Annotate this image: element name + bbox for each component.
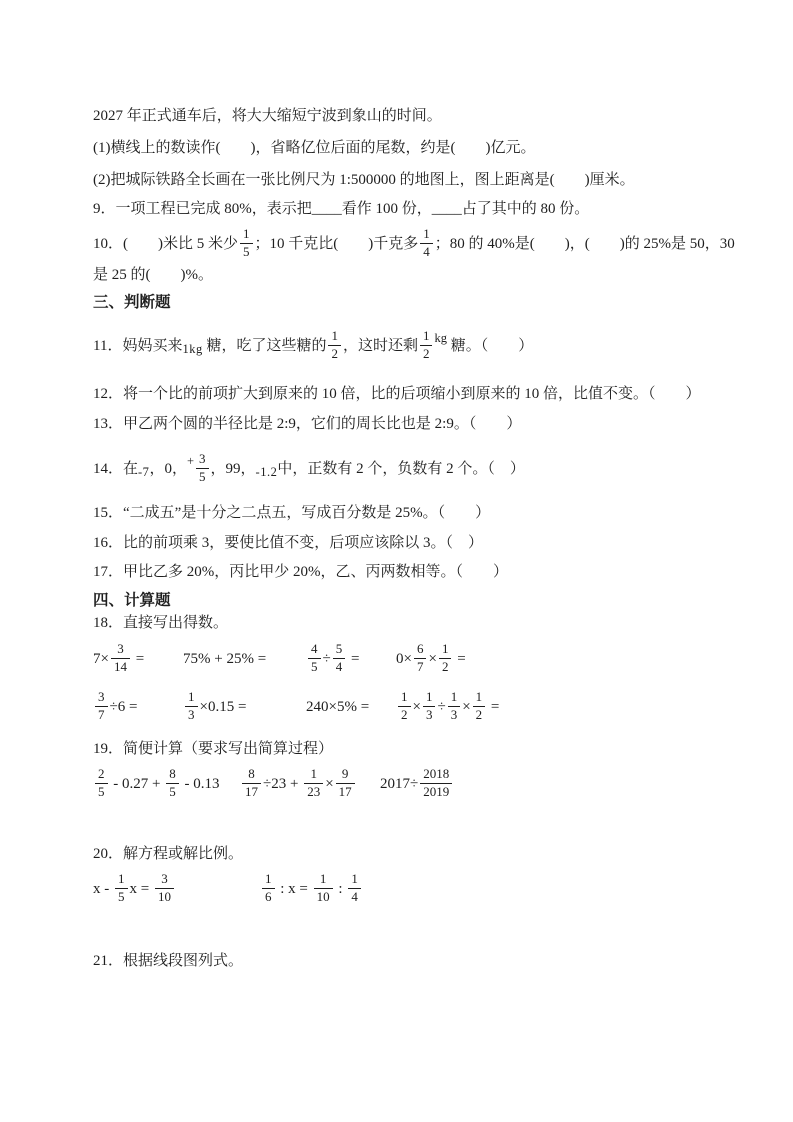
fraction: $\frac{1}{2}$ bbox=[420, 329, 433, 362]
fraction: $\frac{3}{10}$ bbox=[155, 872, 174, 905]
fraction: $\frac{1}{2}$ bbox=[328, 329, 341, 362]
superscript-text: kg bbox=[434, 331, 447, 345]
math-expression: 75% + 25% = bbox=[183, 651, 267, 667]
math-expression: 0× $\frac{6}{7}$ × $\frac{1}{2}$ = bbox=[396, 641, 466, 675]
fraction: $\frac{1}{3}$ bbox=[423, 690, 436, 723]
fraction: $\frac{1}{2}$ bbox=[473, 690, 486, 723]
question-13: 13．甲乙两个圆的半径比是 2:9，它们的周长比也是 2:9。（ ） bbox=[93, 416, 522, 432]
question-19-expressions bbox=[93, 764, 713, 804]
subscript-text: -7 bbox=[138, 465, 150, 479]
question-20-title: 20．解方程或解比例。 bbox=[93, 846, 244, 862]
sub-question-2: (2)把城际铁路全长画在一张比例尺为 1:500000 的地图上，图上距离是( )厘米。 bbox=[93, 172, 635, 188]
math-expression: $\frac{4}{5}$ ÷ $\frac{5}{4}$ = bbox=[306, 639, 396, 679]
fraction: $\frac{3}{14}$ bbox=[111, 642, 130, 675]
fraction: $\frac{1}{4}$ bbox=[420, 227, 433, 260]
fraction: $\frac{1}{2}$ bbox=[398, 690, 411, 723]
fraction: $\frac{1}{2}$ bbox=[439, 642, 452, 675]
intro-continuation-line: 2027 年正式通车后，将大大缩短宁波到象山的时间。 bbox=[93, 108, 442, 124]
math-expression: $\frac{3}{7}$ ÷6 = bbox=[93, 687, 183, 727]
fraction: $\frac{1}{5}$ bbox=[240, 227, 253, 260]
fraction: $\frac{9}{17}$ bbox=[336, 767, 355, 800]
question-11: 11．妈妈买来$_{1kg}$ 糖，吃了这些糖的 $\frac{1}{2}$ ，这时还剩 $\frac{1}{2}$ $^{kg}$ 糖。（ ） bbox=[93, 328, 534, 362]
fraction: $\frac{3}{5}$ bbox=[196, 452, 209, 485]
question-10-line2: 是 25 的( )%。 bbox=[93, 267, 213, 283]
question-21-title: 21．根据线段图列式。 bbox=[93, 953, 244, 969]
question-9: 9．一项工程已完成 80%，表示把____看作 100 份，____占了其中的 80 份。 bbox=[93, 201, 590, 217]
subscript-text: -1.2 bbox=[255, 465, 278, 479]
fraction: $\frac{2}{5}$ bbox=[95, 767, 108, 800]
sub-question-1: (1)横线上的数读作( )，省略亿位后面的尾数，约是( )亿元。 bbox=[93, 140, 536, 156]
section-calc-heading: 四、计算题 bbox=[93, 592, 171, 609]
question-17: 17．甲比乙多 20%，丙比甲少 20%，乙、丙两数相等。（ ） bbox=[93, 564, 508, 580]
superscript-text: + bbox=[186, 454, 195, 468]
fraction: $\frac{1}{6}$ bbox=[262, 872, 275, 905]
fraction: $\frac{4}{5}$ bbox=[308, 642, 321, 675]
fraction: $\frac{1}{23}$ bbox=[304, 767, 323, 800]
fraction: $\frac{2018}{2019}$ bbox=[420, 767, 452, 800]
fraction: $\frac{3}{7}$ bbox=[95, 690, 108, 723]
math-expression: $\frac{1}{2}$ × $\frac{1}{3}$ ÷ $\frac{1}{3}$ × $\frac{1}{2}$ = bbox=[396, 687, 499, 727]
math-expression: $\frac{8}{17}$ ÷23 + $\frac{1}{23}$ × $\frac{9}{17}$ bbox=[240, 764, 380, 804]
fraction: $\frac{1}{5}$ bbox=[115, 872, 128, 905]
question-18-row1 bbox=[93, 639, 713, 679]
fraction: $\frac{6}{7}$ bbox=[414, 642, 427, 675]
math-expression: $\frac{2}{5}$ - 0.27 + $\frac{8}{5}$ - 0.13 bbox=[93, 764, 240, 804]
fraction: $\frac{8}{17}$ bbox=[242, 767, 261, 800]
fraction: $\frac{1}{3}$ bbox=[448, 690, 461, 723]
fraction: $\frac{1}{3}$ bbox=[185, 690, 198, 723]
question-12: 12．将一个比的前项扩大到原来的 10 倍，比的后项缩小到原来的 10 倍，比值不变。（ ） bbox=[93, 386, 701, 402]
question-19-title: 19．简便计算（要求写出简算过程） bbox=[93, 741, 334, 757]
fraction: $\frac{8}{5}$ bbox=[166, 767, 179, 800]
question-10-line1: 10．( )米比 5 米少 $\frac{1}{5}$ ；10 千克比( )千克多 $\frac{1}{4}$ ；80 的 40%是( )，( )的 25%是 50，30 bbox=[93, 226, 735, 260]
question-18-title: 18．直接写出得数。 bbox=[93, 615, 229, 631]
question-16: 16．比的前项乘 3，要使比值不变，后项应该除以 3。（ ） bbox=[93, 535, 484, 551]
question-18-row2 bbox=[93, 687, 713, 727]
question-15: 15．“二成五”是十分之二点五，写成百分数是 25%。（ ） bbox=[93, 505, 491, 521]
math-expression: $\frac{1}{6}$ : x = $\frac{1}{10}$ : $\frac{1}{4}$ bbox=[260, 869, 363, 909]
math-expression: $\frac{1}{3}$ ×0.15 = bbox=[183, 687, 306, 727]
question-14: 14．在$_{-7}$，0，+ $\frac{3}{5}$ ，99，$_{-1.2}$中，正数有 2 个，负数有 2 个。（ ） bbox=[93, 451, 525, 485]
subscript-text: 1kg bbox=[182, 342, 203, 356]
math-expression: 2017÷ $\frac{2018}{2019}$ bbox=[380, 764, 454, 804]
question-20-expressions bbox=[93, 869, 713, 909]
math-expression: x - $\frac{1}{5}$ x = $\frac{3}{10}$ bbox=[93, 869, 260, 909]
section-judge-heading: 三、判断题 bbox=[93, 294, 171, 311]
fraction: $\frac{1}{10}$ bbox=[314, 872, 333, 905]
math-expression: 7× $\frac{3}{14}$ = bbox=[93, 641, 145, 675]
fraction: $\frac{1}{4}$ bbox=[348, 872, 361, 905]
fraction: $\frac{5}{4}$ bbox=[333, 642, 346, 675]
math-expression: 240×5% = bbox=[306, 699, 370, 715]
